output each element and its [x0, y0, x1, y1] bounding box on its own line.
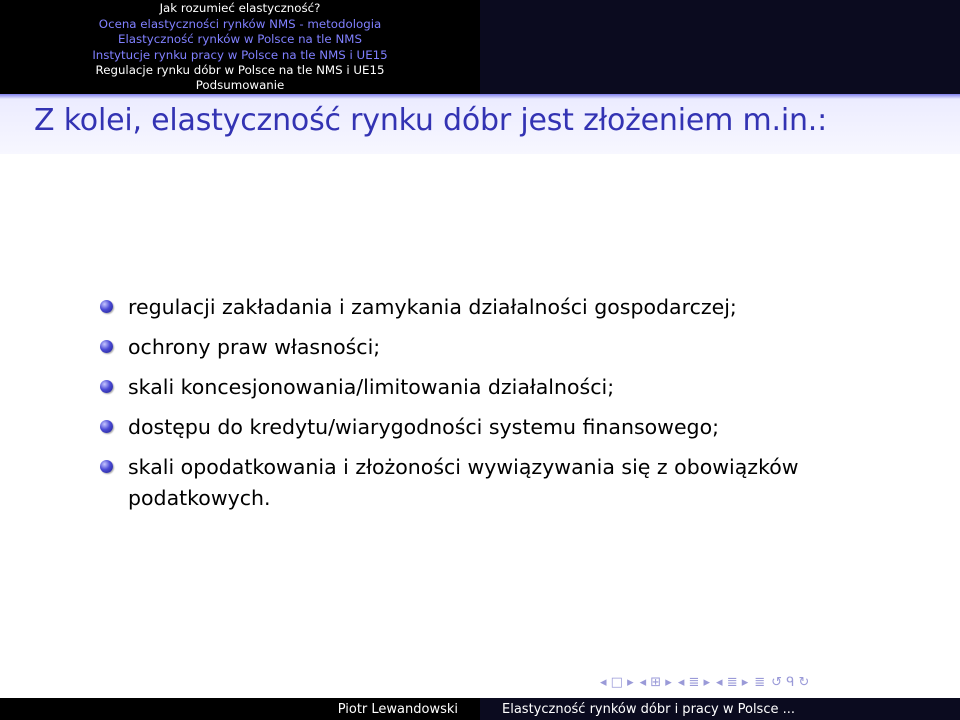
section-navigation: [0, 0, 480, 94]
list-item: [100, 412, 860, 443]
frame-title: Z kolei, elastyczność rynku dóbr jest złożeniem m.in.:: [34, 103, 828, 138]
bullet-icon: [100, 300, 113, 313]
nav-section-6[interactable]: Podsumowanie: [195, 78, 285, 93]
footer-author: Piotr Lewandowski: [0, 698, 480, 720]
list-item: [100, 332, 860, 363]
header-right-panel: [480, 0, 960, 94]
nav-section-4[interactable]: Instytucje rynku pracy w Polsce na tle NMS i UE15: [92, 47, 388, 62]
bullet-icon: [100, 380, 113, 393]
footer-short-title: Elastyczność rynków dóbr i pracy w Polsce ...: [480, 698, 960, 720]
list-item: [100, 292, 860, 323]
align-icon[interactable]: ≣: [754, 674, 766, 690]
subsection-nav-icon[interactable]: ◂ ⊞ ▸: [639, 674, 672, 690]
section-nav-icon[interactable]: ◂ ≣ ▸: [677, 674, 711, 690]
list-item-text: skali opodatkowania i złożoności wywiązywania się z obowiązków podatkowych.: [128, 455, 799, 510]
bullet-icon: [100, 340, 113, 353]
slide-content: [100, 292, 860, 523]
list-item-text: skali koncesjonowania/limitowania działalności;: [128, 375, 615, 400]
subsubsection-nav-icon[interactable]: ◂ ≣ ▸: [716, 674, 749, 690]
beamer-navigation-symbols: [600, 674, 809, 690]
frame-nav-icon[interactable]: ◂ □ ▸: [600, 674, 634, 690]
bullet-list: [100, 292, 860, 514]
nav-section-3[interactable]: Elastyczność rynków w Polsce na tle NMS: [118, 32, 362, 47]
list-item-text: dostępu do kredytu/wiarygodności systemu finansowego;: [128, 415, 720, 440]
bullet-icon: [100, 460, 113, 473]
nav-section-5[interactable]: Regulacje rynku dóbr w Polsce na tle NMS i UE15: [95, 62, 385, 77]
header-navigation: [0, 0, 960, 94]
list-item-text: regulacji zakładania i zamykania działalności gospodarczej;: [128, 295, 737, 319]
list-item-text: ochrony praw własności;: [128, 335, 381, 360]
title-bar-shadow: [0, 94, 960, 99]
list-item: [100, 452, 860, 513]
search-icon[interactable]: ↺ ᑫ ↻: [771, 674, 810, 690]
nav-section-2[interactable]: Ocena elastyczności rynków NMS - metodologia: [98, 16, 382, 31]
nav-section-1[interactable]: Jak rozumieć elastyczność?: [159, 1, 321, 16]
bullet-icon: [100, 420, 113, 433]
footer: [0, 698, 960, 720]
list-item: [100, 372, 860, 403]
